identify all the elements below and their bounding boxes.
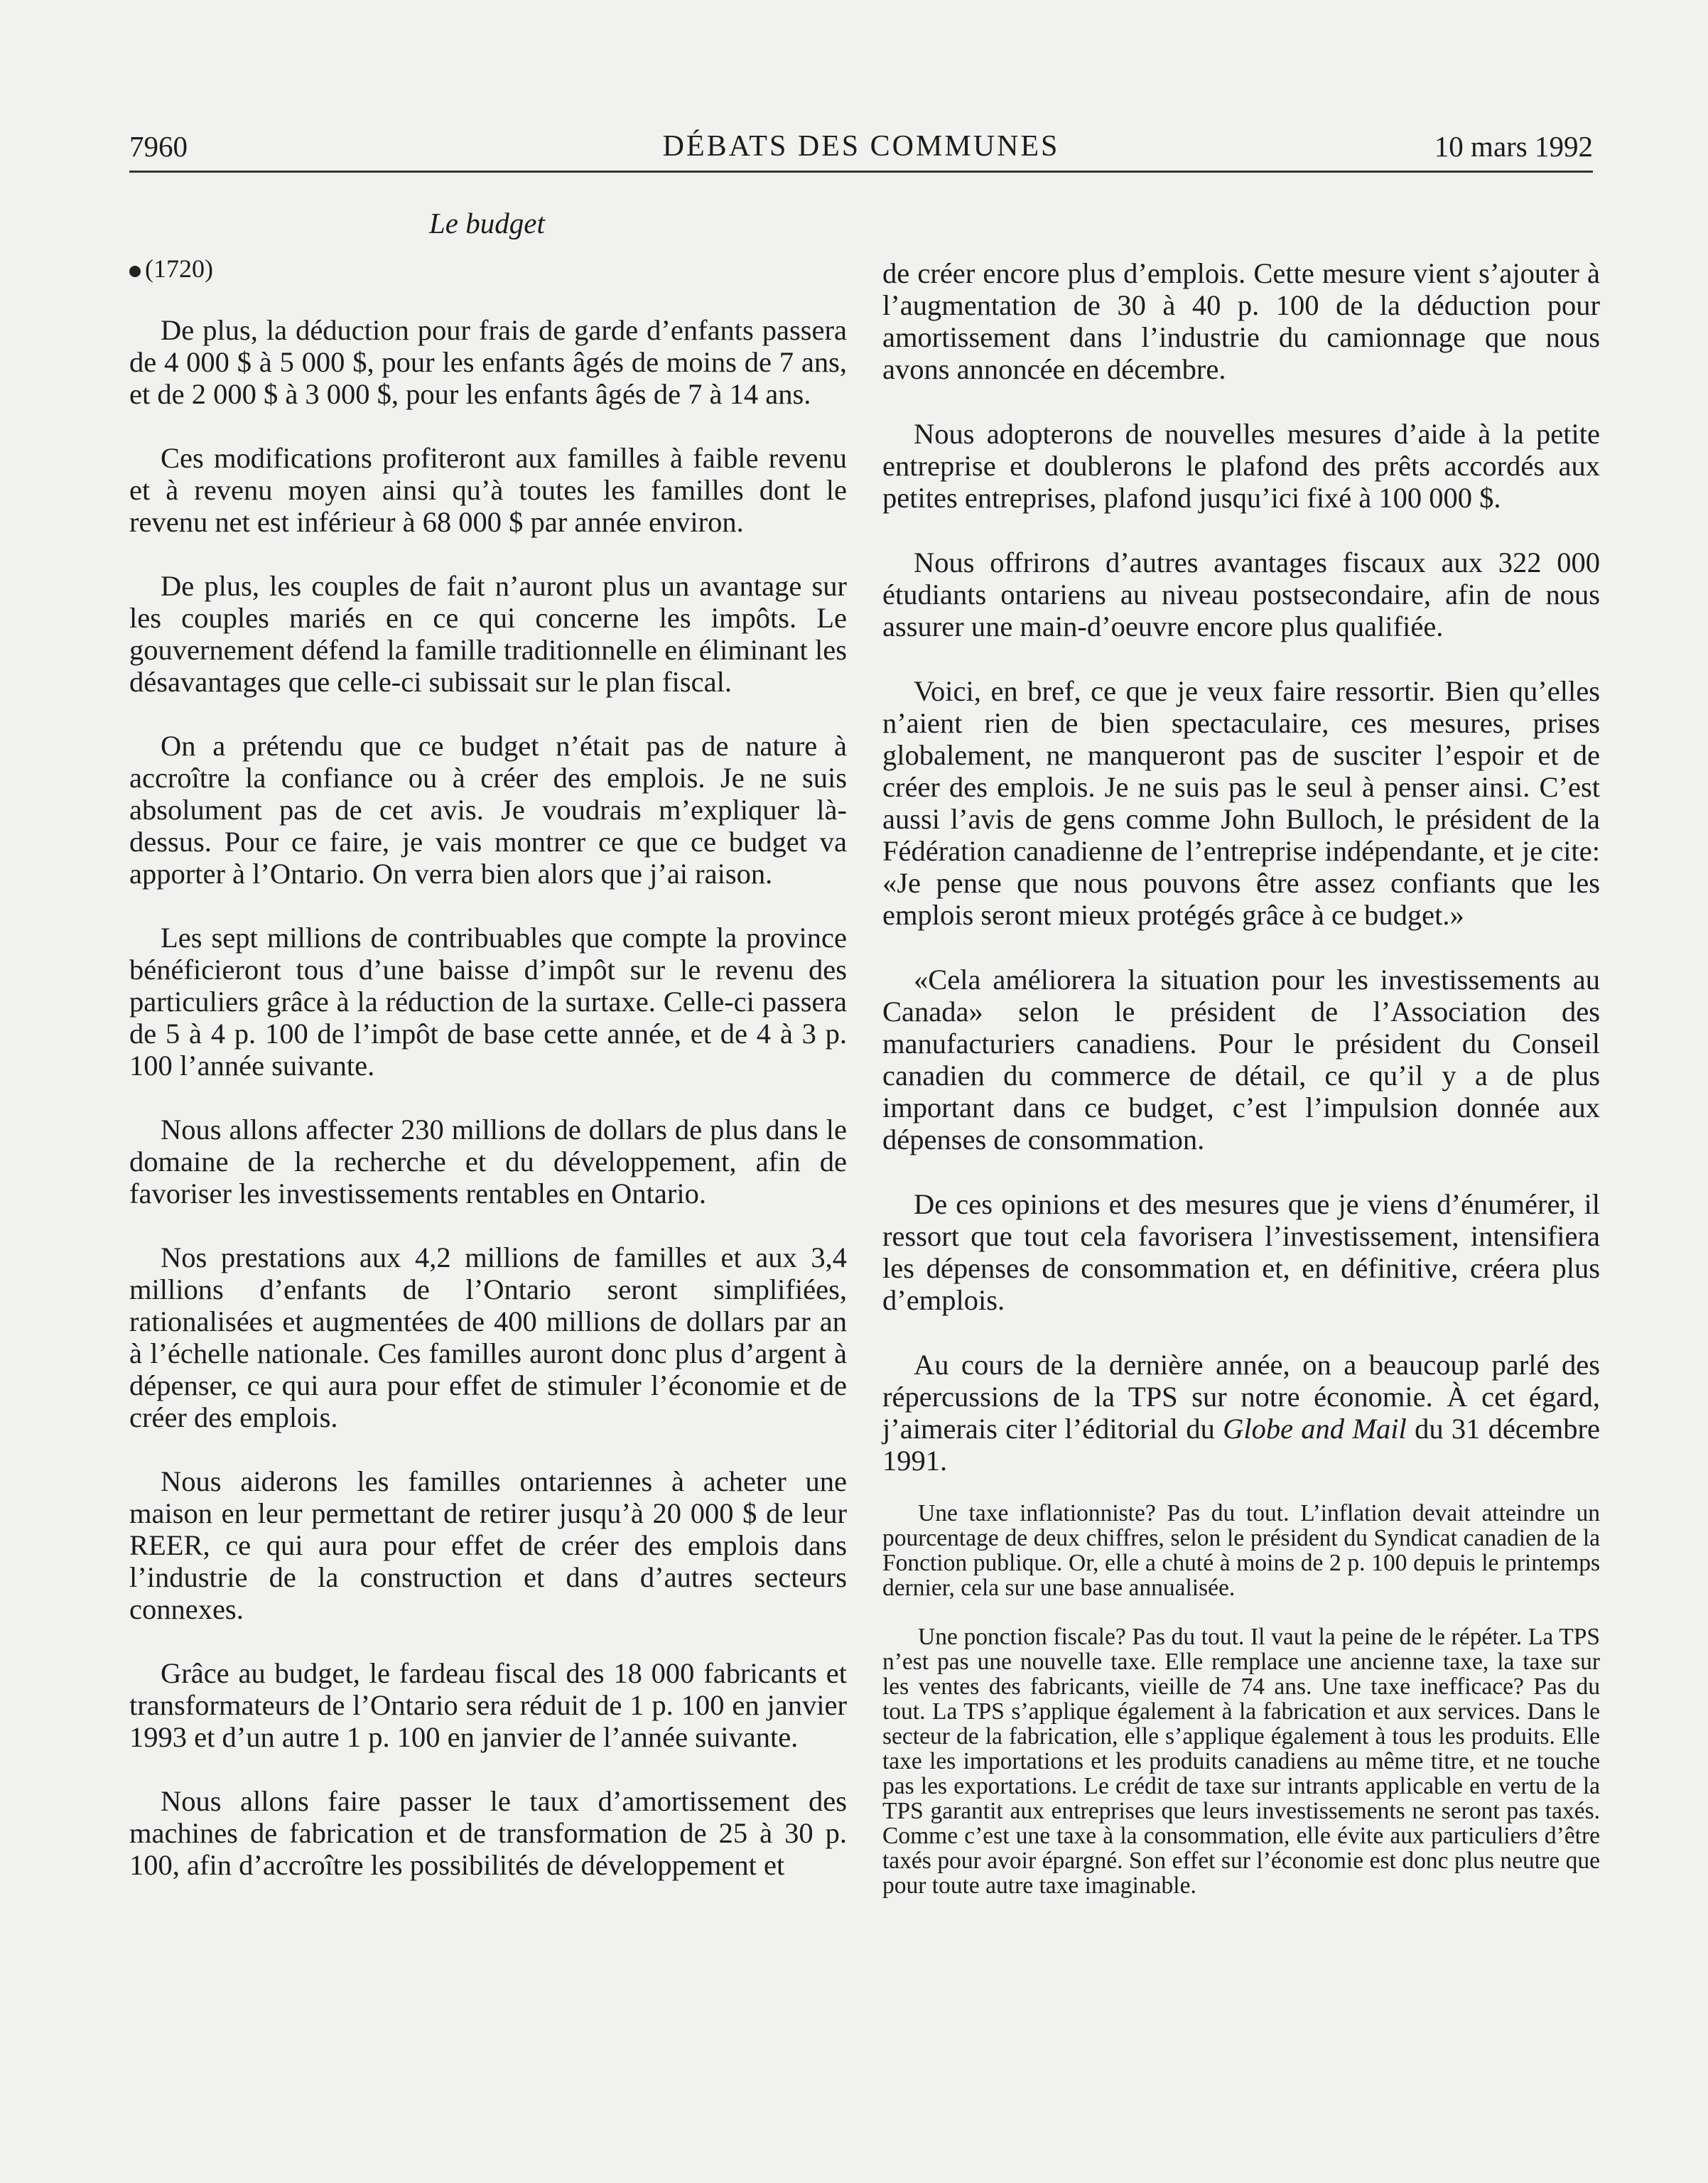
paragraph: De plus, les couples de fait n’auront plus un avantage sur les couples mariés en ce qui concerne les impôts. Le gouvernement défend la famille traditionnelle en éliminant les désavantages que celle-ci subissait sur le plan fiscal. xyxy=(129,570,847,698)
header-rule xyxy=(129,171,1593,173)
paragraph: Nous allons affecter 230 millions de dollars de plus dans le domaine de la recherche et du développement, afin de favoriser les investissements rentables en Ontario. xyxy=(129,1114,847,1209)
running-head xyxy=(129,126,1593,169)
continued-paragraph: de créer encore plus d’emplois. Cette mesure vient s’ajouter à l’augmentation de 30 à 40 p. 100 de la déduction pour amortissement dans l’industrie du camionnage que nous avons annoncée en décembre. xyxy=(882,257,1600,385)
paragraph: Les sept millions de contribuables que compte la province bénéficieront tous d’une baisse d’impôt sur le revenu des particuliers grâce à la réduction de la surtaxe. Celle-ci passera de 5 à 4 p. 100 de l’impôt de base cette année, et de 4 à 3 p. 100 l’année suivante. xyxy=(129,922,847,1082)
paragraph: De ces opinions et des mesures que je viens d’énumérer, il ressort que tout cela favorisera l’investissement, intensifiera les dépenses de consommation et, en définitive, créera plus d’emplois. xyxy=(882,1188,1600,1316)
publication-title: DÉBATS DES COMMUNES xyxy=(662,130,1060,163)
time-marker xyxy=(129,253,847,284)
globe-text-before: Au cours de la dernière année, on a beaucoup parlé des répercussions de la TPS sur notre économie. À cet égard, j’aimerais citer l’éditorial du xyxy=(882,1349,1600,1445)
left-column xyxy=(129,253,847,1913)
paragraph: Voici, en bref, ce que je veux faire ressortir. Bien qu’elles n’aient rien de bien spectaculaire, ces mesures, prises globalement, ne manqueront pas de susciter l’espoir et de créer des emplois. Je ne suis pas le seul à penser ainsi. C’est aussi l’avis de gens comme John Bulloch, le président de la Fédération canadienne de l’entreprise indépendante, et je cite: «Je pense que nous pouvons être assez confiants que les emplois seront mieux protégés grâce à ce budget.» xyxy=(882,675,1600,931)
time-marker-text: (1720) xyxy=(145,254,213,283)
paragraph: Ces modifications profiteront aux familles à faible revenu et à revenu moyen ainsi qu’à toutes les familles dont le revenu net est inférieur à 68 000 $ par année environ. xyxy=(129,442,847,538)
issue-date: 10 mars 1992 xyxy=(1434,130,1593,163)
paragraph: Nos prestations aux 4,2 millions de familles et aux 3,4 millions d’enfants de l’Ontario seront simplifiées, rationalisées et augmentées de 400 millions de dollars par an à l’échelle nationale. Ces familles auront donc plus d’argent à dépenser, ce qui aura pour effet de stimuler l’économie et de créer des emplois. xyxy=(129,1241,847,1433)
newspaper-name: Globe and Mail xyxy=(1223,1413,1407,1445)
paragraph: De plus, la déduction pour frais de garde d’enfants passera de 4 000 $ à 5 000 $, pour les enfants âgés de moins de 7 ans, et de 2 000 $ à 3 000 $, pour les enfants âgés de 7 à 14 ans. xyxy=(129,314,847,410)
quote-paragraph: Une taxe inflationniste? Pas du tout. L’inflation devait atteindre un pourcentage de deux chiffres, selon le président du Syndicat canadien de la Fonction publique. Or, elle a chuté à moins de 2 p. 100 depuis le printemps dernier, cela sur une base annualisée. xyxy=(882,1500,1600,1601)
bullet-icon xyxy=(129,266,141,277)
paragraph: Nous aiderons les familles ontariennes à acheter une maison en leur permettant de retirer jusqu’à 20 000 $ de leur REER, ce qui aura pour effet de créer des emplois dans l’industrie de la construction et dans d’autres secteurs connexes. xyxy=(129,1465,847,1625)
paragraph: Grâce au budget, le fardeau fiscal des 18 000 fabricants et transformateurs de l’Ontario sera réduit de 1 p. 100 en janvier 1993 et d’un autre 1 p. 100 en janvier de l’année suivante. xyxy=(129,1657,847,1753)
globe-paragraph xyxy=(882,1349,1600,1477)
paragraph: Nous offrirons d’autres avantages fiscaux aux 322 000 étudiants ontariens au niveau postsecondaire, afin de nous assurer une main-d’oeuvre encore plus qualifiée. xyxy=(882,546,1600,642)
paragraph: On a prétendu que ce budget n’était pas de nature à accroître la confiance ou à créer des emplois. Je ne suis absolument pas de cet avis. Je voudrais m’expliquer là-dessus. Pour ce faire, je vais montrer ce que ce budget va apporter à l’Ontario. On verra bien alors que j’ai raison. xyxy=(129,730,847,890)
editorial-quote xyxy=(882,1501,1600,1898)
quote-paragraph: Une ponction fiscale? Pas du tout. Il vaut la peine de le répéter. La TPS n’est pas une nouvelle taxe. Elle remplace une ancienne taxe, la taxe sur les ventes des fabricants, vieille de 74 ans. Une taxe inefficace? Pas du tout. La TPS s’applique également à la fabrication et aux services. Dans le secteur de la fabrication, elle s’applique également à tous les produits. Elle taxe les importations et les produits canadiens au même titre, et ne touche pas les exportations. Le crédit de taxe sur intrants applicable en vertu de la TPS garantit aux entreprises que leurs investissements ne seront pas taxés. Comme c’est une taxe à la consommation, elle évite aux particuliers d’être taxés pour avoir épargné. Son effet sur l’économie est donc plus neutre que pour toute autre taxe imaginable. xyxy=(882,1624,1600,1899)
globe-text-after: du 31 décembre 1991. xyxy=(882,1413,1600,1477)
paragraph: «Cela améliorera la situation pour les investissements au Canada» selon le président de l’Association des manufacturiers canadiens. Pour le président du Conseil canadien du commerce de détail, ce qu’il y a de plus important dans ce budget, c’est l’impulsion donnée aux dépenses de consommation. xyxy=(882,964,1600,1155)
paragraph: Nous allons faire passer le taux d’amortissement des machines de fabrication et de transformation de 25 à 30 p. 100, afin d’accroître les possibilités de développement et xyxy=(129,1785,847,1881)
right-column xyxy=(882,257,1600,1922)
paragraph: Nous adopterons de nouvelles mesures d’aide à la petite entreprise et doublerons le plafond des prêts accordés aux petites entreprises, plafond jusqu’ici fixé à 100 000 $. xyxy=(882,418,1600,514)
section-title: Le budget xyxy=(429,207,545,239)
page-number: 7960 xyxy=(129,130,188,163)
